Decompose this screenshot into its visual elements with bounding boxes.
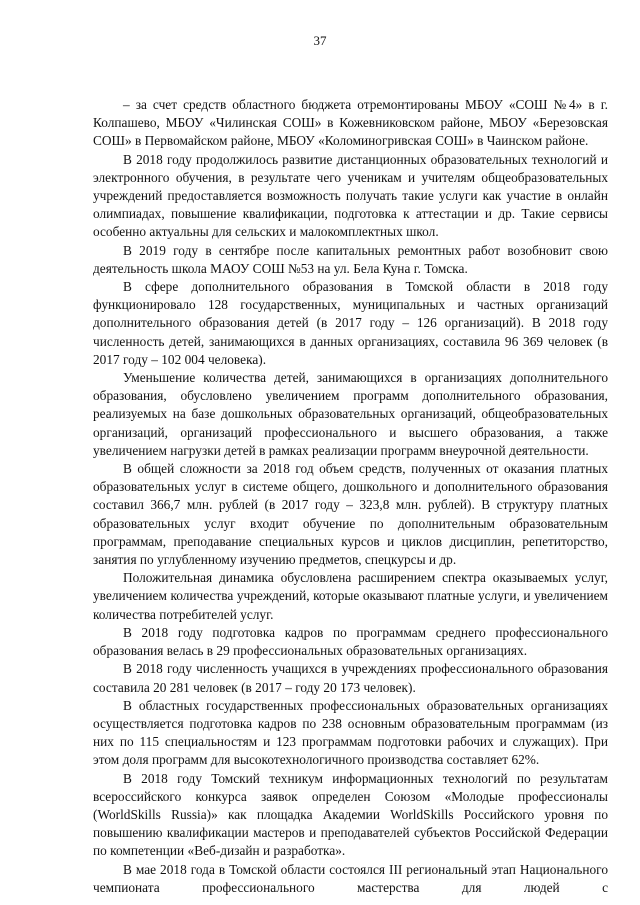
page-number: 37: [313, 33, 327, 48]
paragraph: В 2018 году подготовка кадров по программам среднего профессионального образования велась в 29 профессиональных образовательных организациях.: [93, 624, 608, 659]
body-text: [93, 96, 608, 897]
paragraph: В 2019 году в сентябре после капитальных ремонтных работ возобновит свою деятельность школа МАОУ СОШ №53 на ул. Бела Куна г. Томска.: [93, 242, 608, 276]
paragraph: В областных государственных профессиональных образовательных организациях осуществляется подготовка кадров по 238 основным образовательным программам (из них по 115 специальностям и 123 программам подготовки рабочих и служащих). При этом доля программ для высокотехнологичного производства составляет 62%.: [93, 697, 608, 768]
paragraph: Положительная динамика обусловлена расширением спектра оказываемых услуг, увеличением количества учреждений, которые оказывают платные услуги, и увеличением количества потребителей услуг.: [93, 570, 608, 622]
paragraph: В сфере дополнительного образования в Томской области в 2018 году функционировало 128 государственных, муниципальных и частных организаций дополнительного образования детей (в 2017 году – 126 организаций). В 2018 году численность детей, занимающихся в данных организациях, составила 96 369 человек (в 2017 году – 102 004 человека).: [93, 279, 608, 367]
paragraph: В 2018 году численность учащихся в учреждениях профессионального образования составила 20 281 человек (в 2017 – году 20 173 человек).: [93, 661, 608, 695]
paragraph: – за счет средств областного бюджета отремонтированы МБОУ «СОШ №4» в г. Колпашево, МБОУ «Чилинская СОШ» в Кожевниковском районе, МБОУ «Березовская СОШ» в Первомайском районе, МБОУ «Коломиногривская СОШ» в Чаинском районе.: [93, 97, 608, 149]
paragraph: Уменьшение количества детей, занимающихся в организациях дополнительного образования, обусловлено увеличением программ дополнительного образования, реализуемых на базе дошкольных образовательных организаций, общеобразовательных организаций, организаций профессионального и высшего образования, а также увеличением нагрузки детей в рамках реализации программ внеурочной деятельности.: [93, 370, 608, 458]
paragraph: В общей сложности за 2018 год объем средств, полученных от оказания платных образовательных услуг в системе общего, дошкольного и дополнительного образования составил 366,7 млн. рублей (в 2017 году – 323,8 млн. рублей). В структуру платных образовательных услуг входит обучение по дополнительным образовательным программам, преподавание специальных курсов и циклов дисциплин, репетиторство, занятия по углубленному изучению предметов, спецкурсы и др.: [93, 461, 608, 568]
paragraph: В мае 2018 года в Томской области состоялся III региональный этап Национального чемпионата профессионального мастерства для людей с: [93, 861, 608, 895]
paragraph: В 2018 году Томский техникум информационных технологий по результатам всероссийского конкурса заявок определен Союзом «Молодые профессионалы (WorldSkills Russia)» как площадка Академии WorldSkills Российского уровня по повышению квалификации мастеров и преподавателей субъектов Российской Федерации по компетенции «Веб-дизайн и разработка».: [93, 770, 608, 859]
paragraph: В 2018 году продолжилось развитие дистанционных образовательных технологий и электронного обучения, в результате чего ученикам и учителям общеобразовательных учреждений предоставляется возможность получать такие услуги как участие в онлайн олимпиадах, повышение квалификации, подготовка к аттестации и др. Такие сервисы особенно актуальны для сельских и малокомплектных школ.: [93, 151, 608, 240]
